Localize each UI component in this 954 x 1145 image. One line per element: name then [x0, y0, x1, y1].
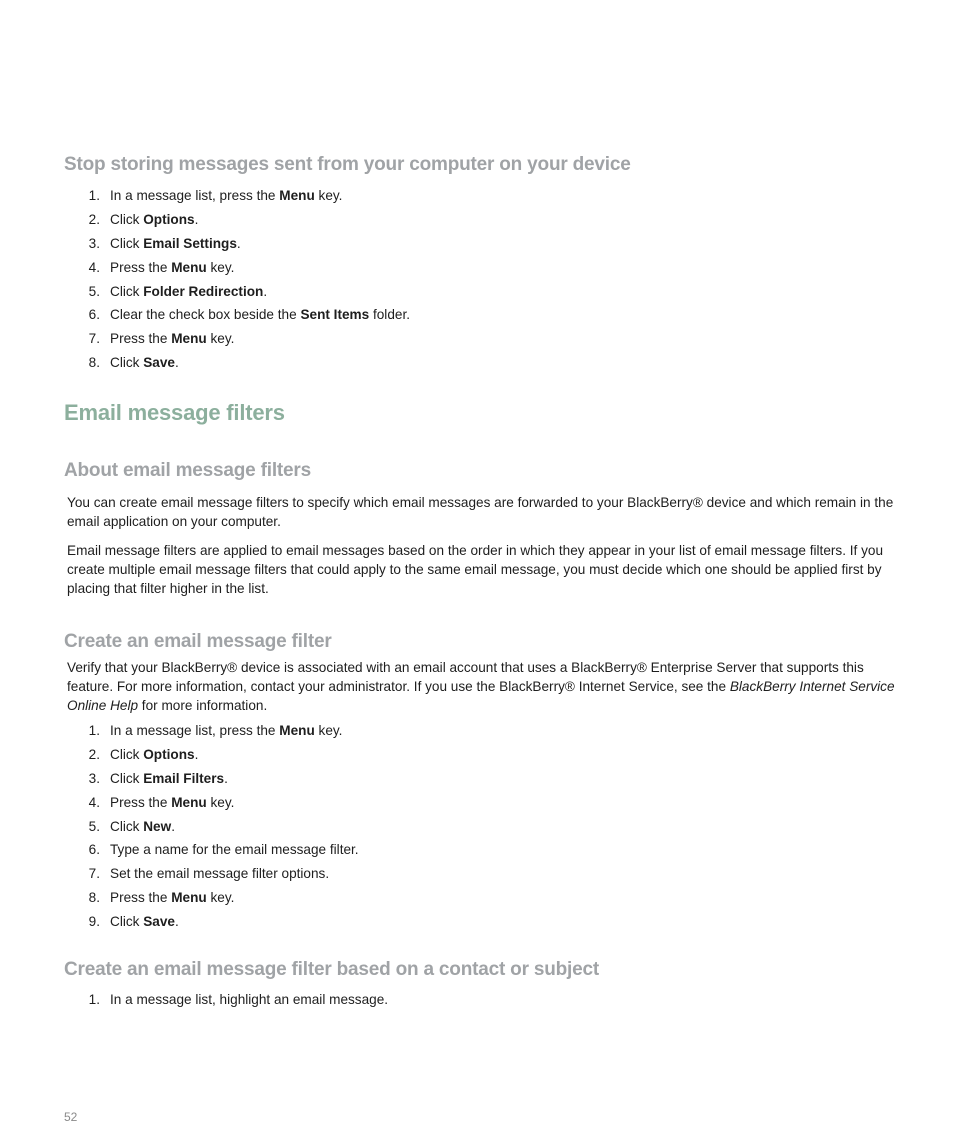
paragraph-about-2: Email message filters are applied to email messages based on the order in which they appear in your list of email message filters. If you create multiple email message filters that could apply to the same email message, you must decide which one should be applied first by placing that filter higher in the list. [67, 543, 884, 596]
chapter-title: Email message filters [64, 400, 285, 425]
page-number: 52 [64, 1110, 78, 1124]
section-heading-create-filter: Create an email message filter [64, 631, 332, 652]
document-page: Stop storing messages sent from your computer on your device 1. In a message list, press the Menu key. 2. Click Options. 3. Click Email Settings. 4. Press the Menu key. 5. Click Folder Redirection. 6. Clear the check box beside the Sent Items folder. 7. Press the Menu key. 8. Click Save. Email message filters About email message filters You can create email message filters to specify which email messages are forwarded to your BlackBerry® device and which remain in the email application on your computer. Email message filters are applied to email messages based on the order in which they appear in your list of email message filters. If you create multiple email message filters that could apply to the same email message, you must decide which one should be applied first by placing that filter higher in the list. Create an email message filter Verify that your BlackBerry® device is associated with an email account that uses a BlackBerry® Enterprise Server that supports this feature. For more information, contact your administrator. If you use the BlackBerry® Internet Service, see the BlackBerry Internet Service Online Help for more information. 1. In a message list, press the Menu key. 2. Click Options. 3. Click Email Filters. 4. Press the Menu key. 5. Click New. 6. Type a name for the email message filter. 7. Set the email message filter options. 8. Press the Menu key. 9. Click Save. Create an email message filter based on a contact or subject 1. In a message list, highlight an email message. 52 [0, 0, 954, 1145]
paragraph-create-intro: Verify that your BlackBerry® device is associated with an email account that uses a BlackBerry® Enterprise Server that supports this feature. For more information, contact your administrator. If you use the BlackBerry® Internet Service, see the BlackBerry Internet Service Online Help for more information. [67, 660, 895, 713]
section-heading-contact-subject: Create an email message filter based on a contact or subject [64, 959, 599, 980]
section-heading-about-filters: About email message filters [64, 460, 311, 481]
online-help-reference: BlackBerry Internet Service Online Help [67, 679, 895, 713]
section-heading-stop-storing: Stop storing messages sent from your computer on your device [64, 154, 631, 175]
paragraph-about-1: You can create email message filters to specify which email messages are forwarded to your BlackBerry® device and which remain in the email application on your computer. [67, 495, 894, 529]
